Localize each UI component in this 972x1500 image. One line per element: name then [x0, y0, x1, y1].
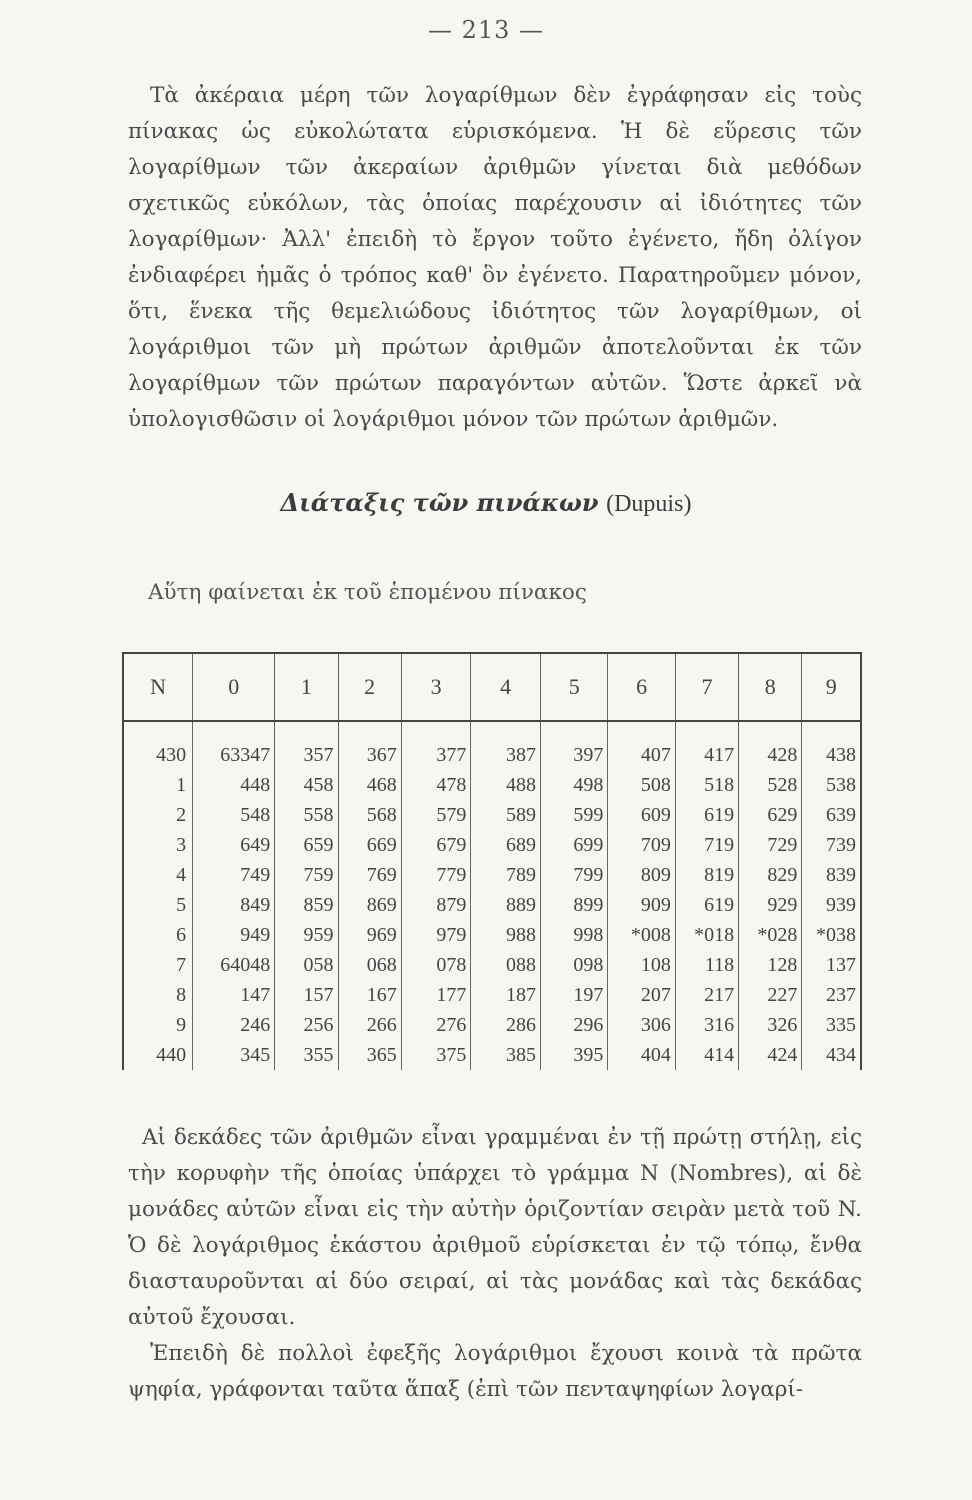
- table-cell: 498: [540, 770, 607, 800]
- column-header: 6: [608, 654, 675, 721]
- table-header-row: [123, 654, 861, 721]
- table-cell: 979: [401, 920, 471, 950]
- table-cell: 508: [608, 770, 675, 800]
- row-label-cell: 430: [123, 721, 193, 770]
- table-row: [123, 1040, 861, 1070]
- row-label-cell: 3: [123, 830, 193, 860]
- heading-dupuis: (Dupuis): [606, 491, 692, 517]
- table-row: [123, 950, 861, 980]
- table-cell: 889: [471, 890, 541, 920]
- heading-title: Διάταξις τῶν πινάκων: [280, 488, 599, 517]
- table-cell: 187: [471, 980, 541, 1010]
- table-row: [123, 1010, 861, 1040]
- column-header: N: [123, 654, 193, 721]
- table-cell: 098: [540, 950, 607, 980]
- table-cell: 157: [275, 980, 338, 1010]
- row-label-cell: 1: [123, 770, 193, 800]
- table-cell: 385: [471, 1040, 541, 1070]
- table-cell: 326: [739, 1010, 802, 1040]
- table-cell: 417: [675, 721, 738, 770]
- table-row: [123, 890, 861, 920]
- table-cell: 345: [193, 1040, 275, 1070]
- row-label-cell: 8: [123, 980, 193, 1010]
- table-cell: 998: [540, 920, 607, 950]
- table-cell: 306: [608, 1010, 675, 1040]
- table-cell: 118: [675, 950, 738, 980]
- column-header: 0: [193, 654, 275, 721]
- table-cell: 237: [802, 980, 861, 1010]
- table-cell: 377: [401, 721, 471, 770]
- row-label-cell: 5: [123, 890, 193, 920]
- table-cell: 434: [802, 1040, 861, 1070]
- table-cell: 839: [802, 860, 861, 890]
- table-cell: 749: [193, 860, 275, 890]
- column-header: 4: [471, 654, 541, 721]
- table-cell: *038: [802, 920, 861, 950]
- table-cell: 197: [540, 980, 607, 1010]
- table-cell: 64048: [193, 950, 275, 980]
- column-header: 1: [275, 654, 338, 721]
- table-cell: 448: [193, 770, 275, 800]
- table-cell: 397: [540, 721, 607, 770]
- table-cell: 789: [471, 860, 541, 890]
- table-intro-line: Αὕτη φαίνεται ἐκ τοῦ ἑπομένου πίνακος: [148, 580, 587, 605]
- table-cell: 128: [739, 950, 802, 980]
- table-cell: 246: [193, 1010, 275, 1040]
- table-cell: 659: [275, 830, 338, 860]
- table-row: [123, 860, 861, 890]
- table-cell: 518: [675, 770, 738, 800]
- table-cell: 438: [802, 721, 861, 770]
- table-cell: 879: [401, 890, 471, 920]
- table-cell: 568: [338, 800, 401, 830]
- table-cell: 108: [608, 950, 675, 980]
- table-row: [123, 920, 861, 950]
- table-cell: 068: [338, 950, 401, 980]
- logarithm-table-grid: [122, 654, 862, 1070]
- table-cell: 759: [275, 860, 338, 890]
- table-cell: 689: [471, 830, 541, 860]
- table-cell: 558: [275, 800, 338, 830]
- table-cell: 177: [401, 980, 471, 1010]
- table-cell: 217: [675, 980, 738, 1010]
- table-cell: 137: [802, 950, 861, 980]
- table-row: [123, 830, 861, 860]
- table-cell: 859: [275, 890, 338, 920]
- table-cell: 639: [802, 800, 861, 830]
- table-cell: 729: [739, 830, 802, 860]
- table-cell: 458: [275, 770, 338, 800]
- column-header: 8: [739, 654, 802, 721]
- table-cell: 739: [802, 830, 861, 860]
- table-cell: 909: [608, 890, 675, 920]
- table-cell: 869: [338, 890, 401, 920]
- table-cell: 286: [471, 1010, 541, 1040]
- table-cell: 058: [275, 950, 338, 980]
- table-cell: 548: [193, 800, 275, 830]
- table-row: [123, 770, 861, 800]
- table-cell: 316: [675, 1010, 738, 1040]
- row-label-cell: 7: [123, 950, 193, 980]
- table-cell: 649: [193, 830, 275, 860]
- table-cell: 719: [675, 830, 738, 860]
- table-cell: 709: [608, 830, 675, 860]
- table-cell: 669: [338, 830, 401, 860]
- table-cell: 769: [338, 860, 401, 890]
- table-cell: 424: [739, 1040, 802, 1070]
- table-cell: 266: [338, 1010, 401, 1040]
- column-header: 9: [802, 654, 861, 721]
- table-cell: 407: [608, 721, 675, 770]
- table-row: [123, 721, 861, 770]
- table-cell: 819: [675, 860, 738, 890]
- table-cell: 147: [193, 980, 275, 1010]
- table-cell: 969: [338, 920, 401, 950]
- table-cell: 809: [608, 860, 675, 890]
- table-cell: 335: [802, 1010, 861, 1040]
- table-cell: 899: [540, 890, 607, 920]
- table-cell: 599: [540, 800, 607, 830]
- table-cell: 538: [802, 770, 861, 800]
- table-cell: 365: [338, 1040, 401, 1070]
- table-cell: 468: [338, 770, 401, 800]
- table-cell: 679: [401, 830, 471, 860]
- logarithm-table: [122, 652, 862, 1070]
- row-label-cell: 2: [123, 800, 193, 830]
- table-cell: 488: [471, 770, 541, 800]
- row-label-cell: 9: [123, 1010, 193, 1040]
- table-cell: 929: [739, 890, 802, 920]
- paragraph-continuation: Ἐπειδὴ δὲ πολλοὶ ἐφεξῆς λογάριθμοι ἔχουσι κοινὰ τὰ πρῶτα ψηφία, γράφονται ταῦτα ἅπαξ (ἐπὶ τῶν πενταψηφίων λογαρί-: [128, 1341, 862, 1402]
- row-label-cell: 440: [123, 1040, 193, 1070]
- table-cell: 939: [802, 890, 861, 920]
- table-cell: 629: [739, 800, 802, 830]
- table-cell: 849: [193, 890, 275, 920]
- table-cell: 375: [401, 1040, 471, 1070]
- table-cell: 256: [275, 1010, 338, 1040]
- table-cell: *018: [675, 920, 738, 950]
- section-heading: [0, 488, 972, 518]
- table-cell: 619: [675, 800, 738, 830]
- table-cell: *028: [739, 920, 802, 950]
- table-cell: 367: [338, 721, 401, 770]
- table-cell: 609: [608, 800, 675, 830]
- table-cell: 959: [275, 920, 338, 950]
- table-cell: 357: [275, 721, 338, 770]
- table-cell: 387: [471, 721, 541, 770]
- page-number: — 213 —: [427, 16, 545, 44]
- table-cell: 799: [540, 860, 607, 890]
- table-cell: 829: [739, 860, 802, 890]
- table-cell: 404: [608, 1040, 675, 1070]
- table-cell: 619: [675, 890, 738, 920]
- table-body: [123, 721, 861, 1070]
- table-row: [123, 800, 861, 830]
- table-cell: 478: [401, 770, 471, 800]
- table-cell: 589: [471, 800, 541, 830]
- table-cell: 078: [401, 950, 471, 980]
- table-cell: 949: [193, 920, 275, 950]
- table-cell: 088: [471, 950, 541, 980]
- table-cell: 227: [739, 980, 802, 1010]
- paragraph-table-explanation: Αἱ δεκάδες τῶν ἀριθμῶν εἶναι γραμμέναι ἐν τῇ πρώτῃ στήλῃ, εἰς τὴν κορυφὴν τῆς ὁποίας ὑπάρχει τὸ γράμμα N (Nombres), αἱ δὲ μονάδες αὐτῶν εἶναι εἰς τὴν αὐτὴν ὁριζοντίαν σειρὰν μετὰ τοῦ N. Ὁ δὲ λογάριθμος ἑκάστου ἀριθμοῦ εὑρίσκεται ἐν τῷ τόπῳ, ἔνθα διασταυροῦνται αἱ δύο σειραί, αἱ τὰς μονάδας καὶ τὰς δεκάδας αὐτοῦ ἔχουσαι.: [128, 1125, 862, 1330]
- table-cell: 63347: [193, 721, 275, 770]
- table-row: [123, 980, 861, 1010]
- table-cell: 167: [338, 980, 401, 1010]
- table-cell: 355: [275, 1040, 338, 1070]
- table-cell: 779: [401, 860, 471, 890]
- row-label-cell: 4: [123, 860, 193, 890]
- column-header: 3: [401, 654, 471, 721]
- table-cell: 528: [739, 770, 802, 800]
- row-label-cell: 6: [123, 920, 193, 950]
- paragraph-integer-parts: Τὰ ἀκέραια μέρη τῶν λογαρίθμων δὲν ἐγράφησαν εἰς τοὺς πίνακας ὡς εὐκολώτατα εὑρισκόμενα. Ἡ δὲ εὕρεσις τῶν λογαρίθμων τῶν ἀκεραίων ἀριθμῶν γίνεται διὰ μεθόδων σχετικῶς εὐκόλων, τὰς ὁποίας παρέχουσιν αἱ ἰδιότητες τῶν λογαρίθμων· Ἀλλ' ἐπειδὴ τὸ ἔργον τοῦτο ἐγένετο, ἤδη ὀλίγον ἐνδιαφέρει ἡμᾶς ὁ τρόπος καθ' ὃν ἐγένετο. Παρατηροῦμεν μόνον, ὅτι, ἕνεκα τῆς θεμελιώδους ἰδιότητος τῶν λογαρίθμων, οἱ λογάριθμοι τῶν μὴ πρώτων ἀριθμῶν ἀποτελοῦνται ἐκ τῶν λογαρίθμων τῶν πρώτων παραγόντων αὐτῶν. Ὥστε ἀρκεῖ νὰ ὑπολογισθῶσιν οἱ λογάριθμοι μόνον τῶν πρώτων ἀριθμῶν.: [128, 83, 862, 432]
- table-cell: 296: [540, 1010, 607, 1040]
- table-cell: *008: [608, 920, 675, 950]
- table-cell: 579: [401, 800, 471, 830]
- column-header: 2: [338, 654, 401, 721]
- table-cell: 988: [471, 920, 541, 950]
- column-header: 7: [675, 654, 738, 721]
- table-cell: 414: [675, 1040, 738, 1070]
- column-header: 5: [540, 654, 607, 721]
- table-cell: 428: [739, 721, 802, 770]
- table-cell: 395: [540, 1040, 607, 1070]
- table-cell: 276: [401, 1010, 471, 1040]
- table-cell: 207: [608, 980, 675, 1010]
- table-cell: 699: [540, 830, 607, 860]
